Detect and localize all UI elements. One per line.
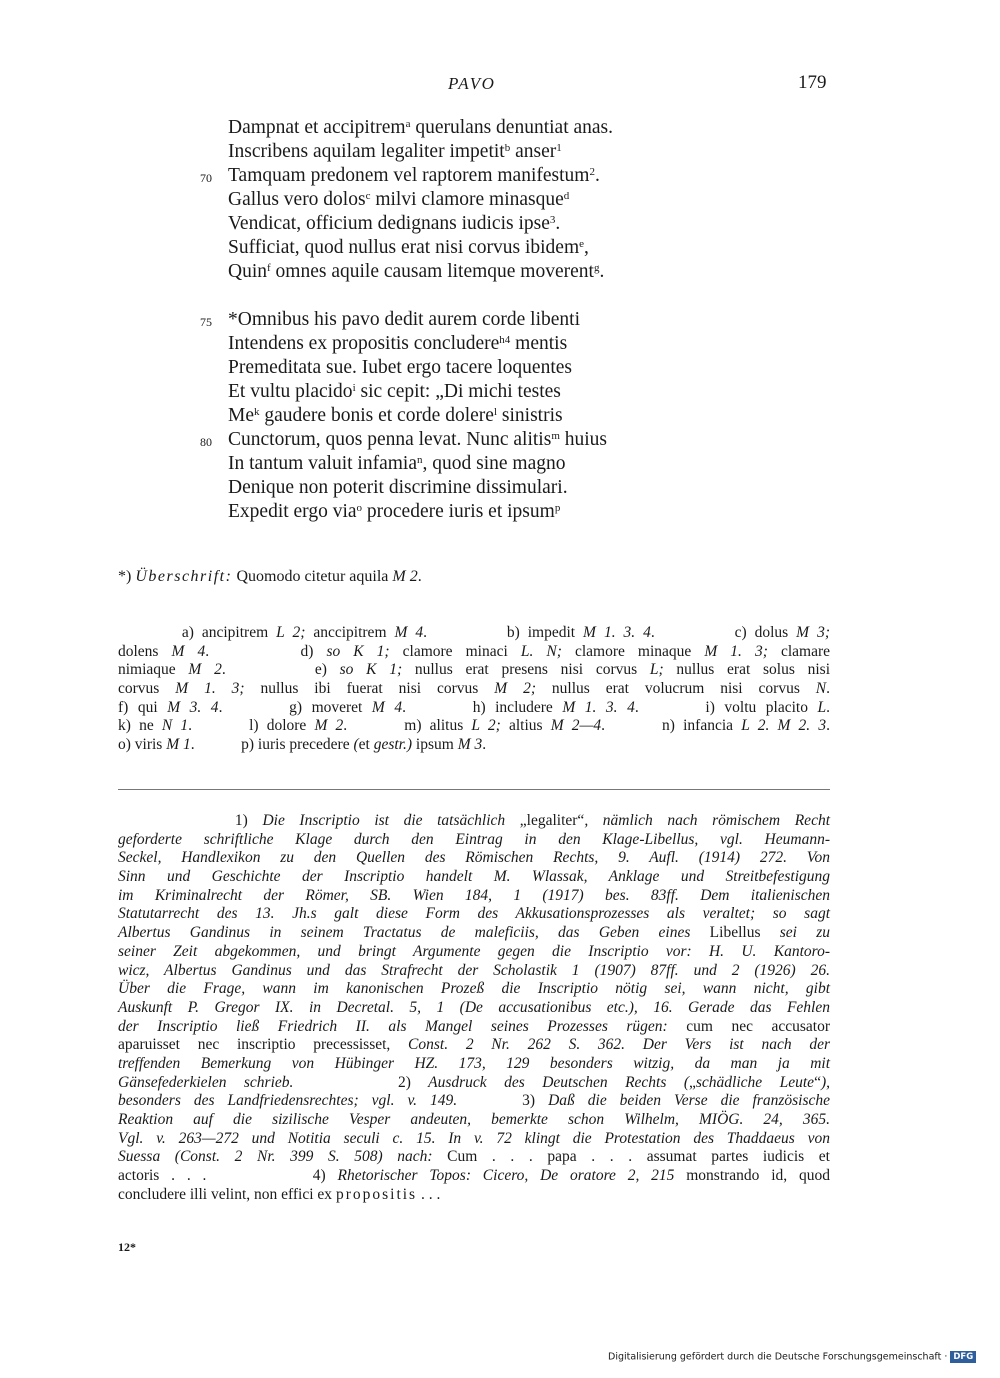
footnote-line: der Inscriptio ließ Friedrich II. als Mangel seines Prozesses rügen: cum nec accusator	[118, 1017, 830, 1035]
signature-mark: 12*	[118, 1240, 136, 1254]
apparatus-line: a) ancipitrem L 2; anccipitrem M 4. b) impedit M 1. 3. 4. c) dolus M 3;	[118, 624, 830, 641]
footnotes	[118, 812, 830, 1204]
verse-text: Premeditata sue. Iubet ergo tacere loquentes	[228, 357, 573, 378]
footnote-line: concludere illi velint, non effici ex propositis . . .	[118, 1185, 441, 1203]
running-title: PAVO	[448, 74, 496, 93]
verse-text: Dampnat et accipitrem$^a$ querulans denuntiat anas.	[228, 117, 614, 138]
footnote-line: seiner Zeit abgekommen, und bringt Argumente gegen die Inscriptio vor: H. U. Kantoro-	[118, 942, 830, 960]
verse-line	[200, 404, 820, 428]
note-text: Quomodo citetur aquila M 2.	[236, 568, 422, 585]
verse-text: *Omnibus his pavo dedit aurem corde libenti	[228, 309, 581, 330]
verse-text: Gallus vero dolos$^c$ milvi clamore minasque$^d$	[228, 189, 570, 210]
footnote-line: Statutarrecht des 13. Jh.s galt diese Form des Akkusationsprozesses als veraltet; so sagt	[118, 905, 830, 923]
footnote-line: Gänsefederkielen schrieb. 2) Ausdruck des Deutschen Rechts („schädliche Leute“),	[118, 1073, 830, 1091]
note-marker: *)	[118, 568, 132, 585]
footnote-line: Albertus Gandinus in seinem Tractatus de maleficiis, das Geben eines Libellus sei zu	[118, 924, 830, 942]
verse-text: Inscribens aquilam legaliter impetit$^b$ anser$^1$	[228, 141, 562, 162]
footnote-line: actoris . . . 4) Rhetorischer Topos: Cicero, De oratore 2, 215 monstrando id, quod	[118, 1167, 830, 1185]
verse-text: Cunctorum, quos penna levat. Nunc alitis$^m$ huius	[228, 429, 608, 450]
footnote-line: geforderte schriftliche Klage durch den Eintrag in den Klage-Libellus, vgl. Heumann-	[118, 830, 830, 848]
footnote-line: Vgl. v. 263—272 und Notitia seculi c. 15. In v. 72 klingt die Protestation des Thaddaeus von	[118, 1129, 830, 1147]
verse-text: Vendicat, officium dedignans iudicis ipse$^3$.	[228, 213, 561, 234]
verse-line	[200, 308, 820, 332]
running-header	[0, 74, 1000, 100]
verse-text: Denique non poterit discrimine dissimulari.	[228, 477, 568, 498]
verse-text: Tamquam predonem vel raptorem manifestum$^2$.	[228, 165, 600, 186]
apparatus-line: o) viris M 1. p) iuris precedere (et gestr.) ipsum M 3.	[118, 736, 487, 754]
footnote-line: Auskunft P. Gregor IX. in Decretal. 5, 1 (De accusationibus etc.), 16. Gerade das Fehlen	[118, 998, 830, 1016]
footnote-line: 1) Die Inscriptio ist die tatsächlich „legaliter“, nämlich nach römischem Recht	[234, 812, 831, 829]
apparatus-line: corvus M 1. 3; nullus ibi fuerat nisi corvus M 2; nullus erat volucrum nisi corvus N.	[118, 680, 830, 698]
line-number: 70	[200, 171, 212, 185]
verse-text: Quin$^f$ omnes aquile causam litemque moverent$^g$.	[228, 261, 605, 282]
line-number: 80	[200, 435, 212, 449]
apparatus-line: k) ne N 1. l) dolore M 2. m) alitus L 2; altius M 2—4. n) infancia L 2. M 2. 3.	[118, 717, 830, 735]
verse-line	[200, 140, 820, 164]
poem	[200, 116, 820, 524]
footnote-line: wicz, Albertus Gandinus und das Strafrecht der Scholastik 1 (1907) 87ff. und 2 (1926) 26.	[118, 961, 830, 979]
funding-text: Digitalisierung gefördert durch die Deutsche Forschungsgemeinschaft ·	[608, 1351, 948, 1363]
footnote-line: Sinn und Geschichte der Inscriptio handelt M. Wlassak, Anklage und Streitbefestigung	[118, 868, 830, 886]
verse-text: Et vultu placido$^i$ sic cepit: „Di michi testes	[228, 381, 561, 402]
apparatus-line: nimiaque M 2. e) so K 1; nullus erat presens nisi corvus L; nullus erat solus nisi	[118, 661, 830, 679]
verse-text: Sufficiat, quod nullus erat nisi corvus ibidem$^e$,	[228, 237, 589, 258]
footnote-line: im Kriminalrecht der Römer, SB. Wien 184, 1 (1917) bes. 83ff. Dem italienischen	[118, 886, 830, 904]
verse-line	[200, 452, 820, 476]
note-label: Überschrift:	[135, 568, 233, 585]
verse-line	[200, 164, 820, 188]
footnote-line: Seckel, Handlexikon zu den Quellen des Römischen Rechts, 9. Aufl. (1914) 272. Von	[118, 849, 830, 867]
superscription-note	[118, 568, 422, 586]
footnote-line: Reaktion auf die sizilische Vesper andeuten, bemerkte schon Wilhelm, MIÖG. 24, 365.	[118, 1111, 830, 1128]
stanza	[200, 308, 820, 524]
stanza	[200, 116, 820, 284]
footnote-line: treffenden Bemerkung von Hübinger HZ. 173, 129 besonders witzig, da man ja mit	[118, 1054, 830, 1072]
page-number: 179	[798, 72, 827, 93]
verse-line	[200, 116, 820, 140]
verse-text: Intendens ex propositis concludere$^{h4}$ mentis	[228, 333, 568, 354]
funding-notice	[608, 1351, 976, 1363]
footnote-divider	[118, 789, 830, 790]
footnote-line: besonders des Landfriedensrechtes; vgl. v. 149. 3) Daß die beiden Verse die französische	[118, 1092, 830, 1110]
verse-text: Me$^k$ gaudere bonis et corde dolere$^l$ sinistris	[228, 405, 563, 426]
verse-line	[200, 356, 820, 380]
verse-line	[200, 332, 820, 356]
verse-line	[200, 260, 820, 284]
verse-line	[200, 500, 820, 524]
footnote-line: Suessa (Const. 2 Nr. 399 S. 508) nach: Cum . . . papa . . . assumat partes iudicis et	[118, 1148, 830, 1166]
apparatus-line: f) qui M 3. 4. g) moveret M 4. h) includere M 1. 3. 4. i) voltu placito L.	[118, 698, 831, 716]
apparatus-line: dolens M 4. d) so K 1; clamore minaci L. N; clamore minaque M 1. 3; clamare	[118, 642, 831, 660]
verse-line	[200, 212, 820, 236]
footnote-line: Über die Frage, wann im kanonischen Prozeß die Inscriptio nötig sei, wann nicht, gibt	[118, 980, 830, 998]
verse-line	[200, 188, 820, 212]
verse-line	[200, 236, 820, 260]
line-number: 75	[200, 315, 212, 329]
verse-line	[200, 476, 820, 500]
verse-text: Expedit ergo via$^o$ procedere iuris et ipsum$^p$	[228, 501, 561, 522]
verse-text: In tantum valuit infamia$^n$, quod sine magno	[228, 453, 566, 474]
footnote-line: aparuisset nec inscriptio precessisset, Const. 2 Nr. 262 S. 362. Der Vers ist nach der	[118, 1036, 830, 1054]
verse-line	[200, 380, 820, 404]
verse-line	[200, 428, 820, 452]
critical-apparatus	[118, 624, 830, 755]
dfg-logo: DFG	[950, 1351, 976, 1363]
